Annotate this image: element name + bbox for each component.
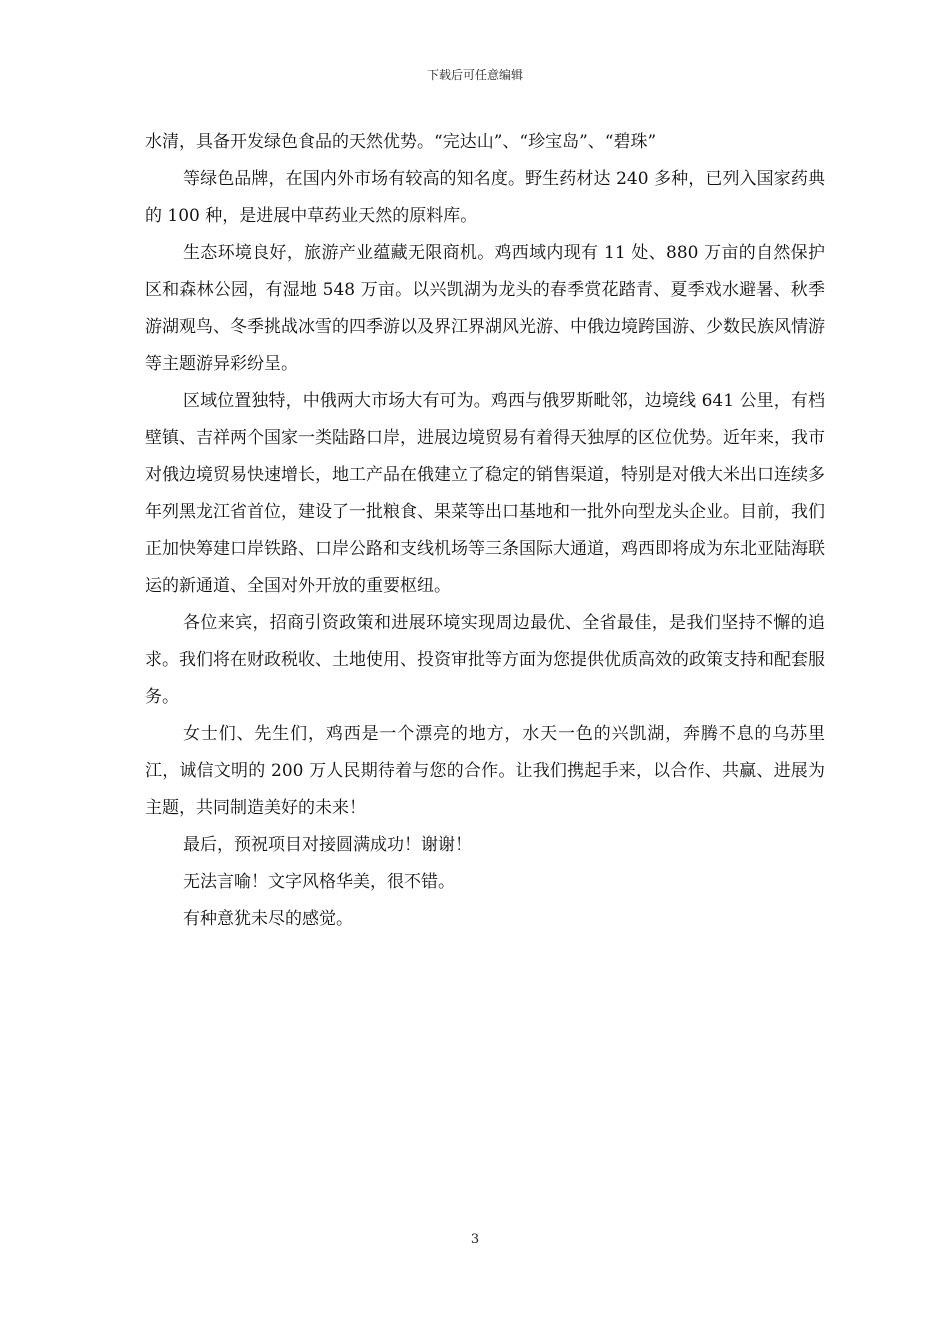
paragraph-1: 水清，具备开发绿色食品的天然优势。“完达山”、“珍宝岛”、“碧珠”	[145, 132, 657, 152]
paragraph-2: 等绿色品牌，在国内外市场有较高的知名度。野生药材达 240 多种，已列入国家药典的 100 种，是进展中草药业天然的原料库。	[145, 169, 825, 226]
paragraph-7: 最后，预祝项目对接圆满成功！谢谢！	[183, 835, 472, 855]
paragraph-5: 各位来宾，招商引资政策和进展环境实现周边最优、全省最佳，是我们坚持不懈的追求。我们将在财政税收、土地使用、投资审批等方面为您提供优质高效的政策支持和配套服务。	[145, 613, 825, 707]
paragraph-9: 有种意犹未尽的感觉。	[183, 909, 353, 929]
paragraph-6: 女士们、先生们，鸡西是一个漂亮的地方，水天一色的兴凯湖，奔腾不息的乌苏里江，诚信文明的 200 万人民期待着与您的合作。让我们携起手来，以合作、共赢、进展为主题，共同制造美好的未来！	[145, 724, 825, 818]
paragraph-8: 无法言喻！文字风格华美，很不错。	[183, 872, 455, 892]
paragraph-4: 区域位置独特，中俄两大市场大有可为。鸡西与俄罗斯毗邻，边境线 641 公里，有档壁镇、吉祥两个国家一类陆路口岸，进展边境贸易有着得天独厚的区位优势。近年来，我市对俄边境贸易快速增长，地工产品在俄建立了稳定的销售渠道，特别是对俄大米出口连续多年列黑龙江省首位，建设了一批粮食、果菜等出口基地和一批外向型龙头企业。目前，我们正加快筹建口岸铁路、口岸公路和支线机场等三条国际大通道，鸡西即将成为东北亚陆海联运的新通道、全国对外开放的重要枢纽。	[145, 391, 825, 596]
page-number: 3	[470, 1232, 480, 1247]
page-header: 下载后可任意编辑	[426, 68, 523, 82]
document-body	[145, 124, 825, 938]
paragraph-3: 生态环境良好，旅游产业蕴藏无限商机。鸡西域内现有 11 处、880 万亩的自然保护区和森林公园，有湿地 548 万亩。以兴凯湖为龙头的春季赏花踏青、夏季戏水避暑、秋季游湖观鸟、冬季挑战冰雪的四季游以及界江界湖风光游、中俄边境跨国游、少数民族风情游等主题游异彩纷呈。	[145, 243, 825, 374]
